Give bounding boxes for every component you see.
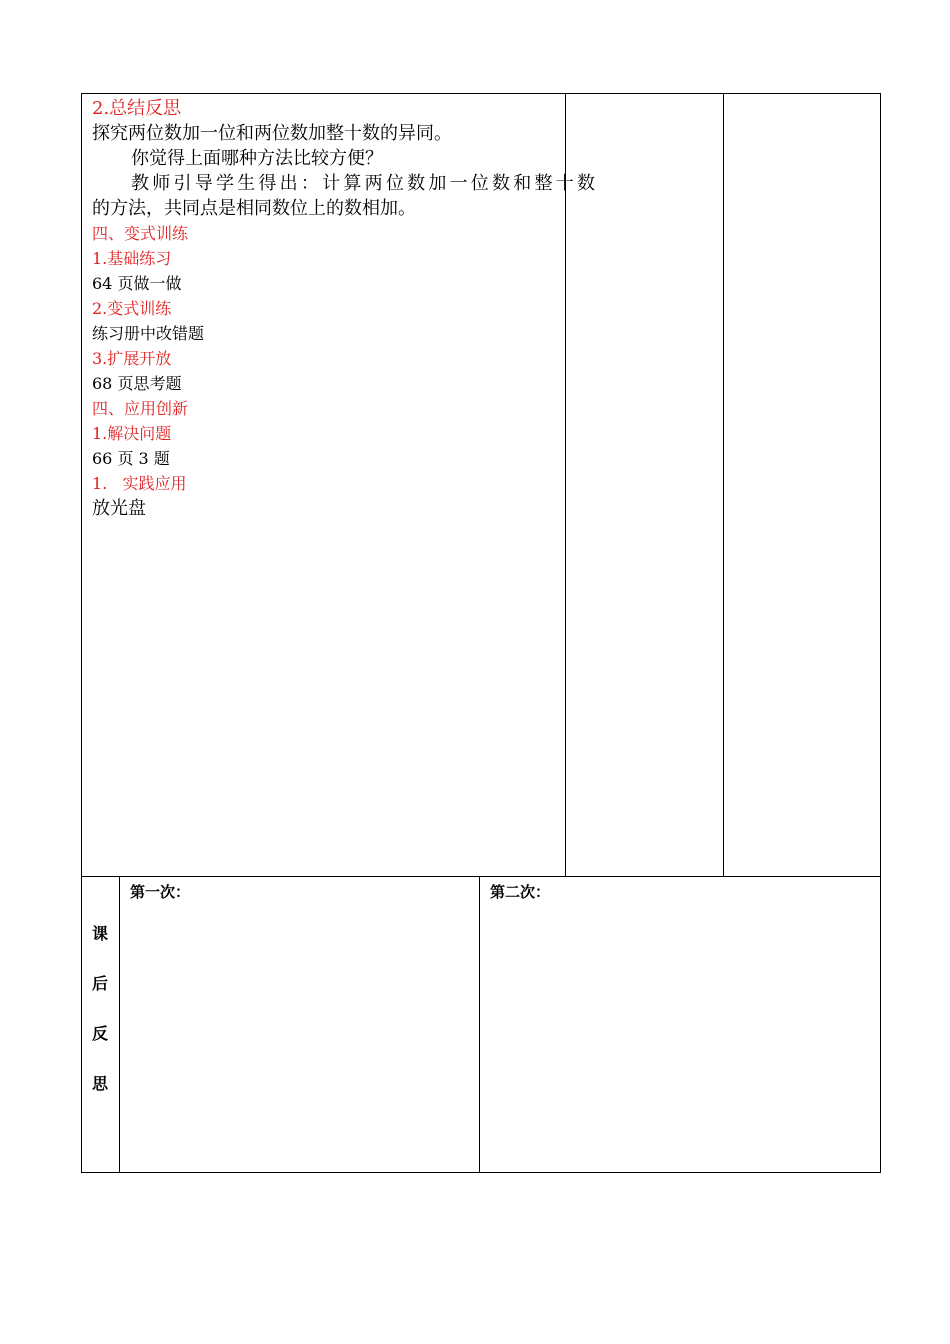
- second-reflection-label: 第二次：: [490, 883, 551, 901]
- lesson-content-cell: [82, 94, 595, 876]
- lesson-line: 3.扩展开放: [92, 349, 172, 368]
- after-class-reflection-row: [81, 876, 881, 1173]
- lesson-line: 64 页做一做: [92, 274, 182, 293]
- lesson-line: 放光盘: [92, 498, 146, 519]
- lesson-line: 1. 实践应用: [92, 474, 187, 493]
- side-char: 课: [91, 924, 108, 943]
- lesson-content-text: [92, 96, 595, 521]
- lesson-line: 教师引导学生得出：计算两位数加一位数和整十数: [131, 173, 595, 194]
- lesson-plan-table: [81, 93, 881, 1173]
- first-reflection-cell: [120, 877, 480, 1172]
- blank-column-cell: [566, 94, 724, 876]
- side-char: 反: [91, 1024, 108, 1043]
- lesson-line: 66 页 3 题: [92, 449, 170, 468]
- first-reflection-label: 第一次：: [130, 883, 191, 901]
- blank-column-cell: [724, 94, 880, 876]
- lesson-line: 四、应用创新: [92, 399, 189, 418]
- lesson-line: 练习册中改错题: [92, 324, 205, 343]
- side-char: 后: [91, 974, 108, 993]
- second-reflection-cell: [480, 877, 880, 1172]
- lesson-line: 68 页思考题: [92, 374, 182, 393]
- lesson-process-row: [81, 93, 881, 877]
- lesson-line: 2.变式训练: [92, 299, 172, 318]
- side-char: 思: [91, 1074, 108, 1093]
- lesson-line: 你觉得上面哪种方法比较方便？: [131, 148, 383, 169]
- lesson-line: 探究两位数加一位和两位数加整十数的异同。: [92, 123, 452, 144]
- reflection-side-label: [82, 877, 120, 1172]
- lesson-line: 1.基础练习: [92, 249, 172, 268]
- lesson-line: 的方法，共同点是相同数位上的数相加。: [92, 198, 416, 219]
- lesson-line: 1.解决问题: [92, 424, 172, 443]
- lesson-line: 四、变式训练: [92, 224, 189, 243]
- lesson-line: 2.总结反思: [92, 98, 182, 119]
